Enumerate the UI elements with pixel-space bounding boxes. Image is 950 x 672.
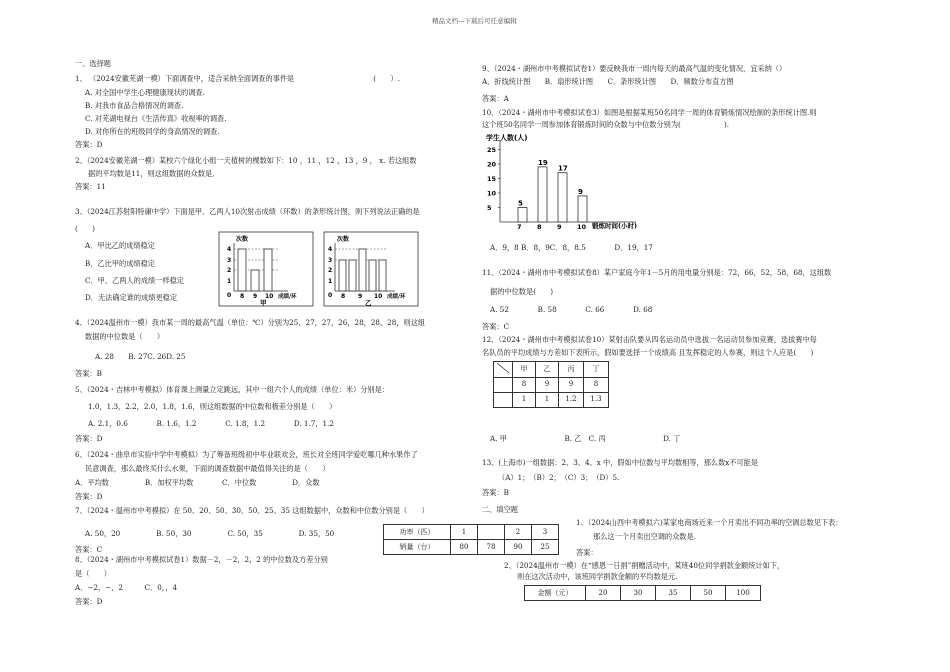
q10-chart-ytick: 25 — [487, 146, 497, 154]
table-cell: 78 — [478, 540, 505, 555]
table-cell: 9 — [559, 377, 584, 392]
table-row — [494, 377, 609, 392]
chart-yi-bar — [359, 249, 366, 291]
chart-yi — [323, 231, 419, 307]
q3-line1: 3、（2024江苏射阳特庸中学）下面是甲、乙两人10次射击成绩（环数）的条形统计图，则下列说法正确的是 — [75, 207, 420, 216]
table-cell: 20 — [586, 586, 621, 601]
q8-answer: 答案：D — [75, 597, 103, 606]
table-cell: 销量（台） — [384, 540, 451, 555]
q2-line1: 2、（2024安徽芜湖一模）某校六个绿化小组一天植树的棵数如下：10 ，11 ，12 ，13 ，9 ， x. 若这组数 — [75, 156, 417, 165]
chart-yi-ytick: 1 — [328, 278, 333, 285]
chart-yi-xtick: 9 — [358, 293, 363, 300]
q1-stem: 1、 （2024安徽芜湖一模）下面调查中，适合采纳全面调查的事件是 ( ）. — [75, 74, 400, 83]
q4-answer: 答案：B — [75, 369, 102, 378]
table-cell: 1.3 — [584, 392, 609, 407]
q8-line2: 是（ ） — [75, 569, 111, 578]
q10-chart-ytick: 20 — [487, 160, 497, 169]
table-cell: 8 — [513, 377, 536, 392]
f1-answer: 答案： — [576, 548, 598, 557]
chart-yi-ytick: 4 — [328, 246, 333, 253]
chart-yi-bar — [349, 260, 356, 291]
chart-jia-ytick: 0 — [227, 292, 232, 299]
chart-yi-bar — [339, 260, 346, 291]
chart-yi-ytick: 2 — [328, 267, 333, 274]
f2-table — [524, 585, 761, 601]
table-cell: 90 — [505, 540, 532, 555]
diagonal-icon — [497, 363, 509, 373]
q10-chart — [484, 131, 644, 231]
f1-line1: 1、（2024山西中考模拟六)某家电商场近来一个月卖出不同功率的空调总数见下表： — [576, 518, 843, 527]
q6-answer: 答案：D — [75, 492, 103, 501]
q1-opt-c: C. 对芜湖电视台《生活传真》收视率的调查. — [85, 114, 227, 123]
table-row — [494, 362, 609, 378]
table-cell: 8 — [584, 377, 609, 392]
q2-line2: 据的平均数是11，则这组数据的众数是． — [88, 169, 220, 178]
q1-opt-b: B. 对我市食品合格情况的调查. — [85, 101, 184, 110]
table-cell: 30 — [621, 586, 656, 601]
chart-jia-xtick: 8 — [240, 293, 245, 300]
table-cell: 9 — [536, 377, 559, 392]
q6-line2: 民意调查，那么最终买什么水果，下面的调查数据中最值得关注的是（ ） — [85, 464, 330, 473]
chart-yi-name: 乙 — [365, 299, 372, 307]
q9-line1: 9、（2024・湖州市中考模拟试卷1）要反映我市一周内每天的最高气温的变化情况，宜采纳（） — [482, 64, 787, 73]
q13-line1: 13、(上海市)一组数据：2、3、4、x 中，假如中位数与平均数相等，那么数x不可能是 — [482, 458, 759, 467]
table-cell: 50 — [691, 586, 726, 601]
q9-opts: A．折线统计图 B．扇形统计图 C．条形统计图 D．频数分布直方图 — [482, 77, 734, 86]
q10-chart-xtick: 7 — [517, 223, 522, 231]
q9-answer: 答案：A — [482, 94, 509, 103]
chart-yi-ytick: 0 — [328, 292, 333, 299]
chart-jia-ytick: 4 — [227, 246, 232, 253]
q5-line1: 5、（2024・吉林中考模拟）体育课上测量立定跳远，其中一组六个人的成绩（单位：米）分别是： — [75, 385, 389, 394]
q12-table — [493, 361, 609, 408]
section-title-fill: 二、填空题 — [482, 505, 518, 514]
chart-yi-xlabel: 成绩/环 — [387, 294, 406, 300]
page-header: 精品文档---下载后可任意编辑 — [432, 17, 517, 25]
table-cell: 3 — [532, 525, 559, 540]
chart-jia-ylabel: 次数 — [236, 236, 249, 243]
table-row — [384, 525, 559, 540]
table-row — [494, 392, 609, 407]
table-cell — [494, 377, 513, 392]
chart-jia-bar — [238, 249, 246, 291]
chart-jia-ytick: 1 — [227, 278, 232, 285]
chart-yi-bar — [379, 260, 386, 291]
q3-opt-b: B．乙比甲的成绩稳定 — [85, 259, 155, 268]
table-cell: 35 — [656, 586, 691, 601]
q10-chart-xtick: 9 — [557, 223, 562, 231]
chart-jia-xtick: 9 — [253, 293, 258, 300]
table-cell — [494, 392, 513, 407]
table-row — [525, 586, 761, 601]
f2-line2: 则在这次活动中，该班同学捐款金额的平均数是元. — [517, 572, 678, 581]
q12-line2: 名队员的平均成绩与方差如下表所示，假如要选择一个成绩高 且发挥稳定的人参赛，则这个人应是( ) — [482, 348, 814, 357]
q10-line1: 10、（2024・湖州市中考模拟试卷3）如图是根据某班50名同学一周的体育锻炼情况绘制的条形统计图.则 — [482, 108, 817, 117]
q11-opts: A. 52 B. 58 C. 66 D. 68 — [490, 305, 653, 314]
q10-chart-data-label: 19 — [538, 158, 548, 167]
q13-opts: （A）1； （B）2； （C）3； （D）5. — [498, 473, 620, 482]
chart-jia-xlabel: 成绩/环 — [278, 294, 297, 300]
q8-line1: 8、（2024・湖州市中考模拟试卷1）数据－2，－2，2，2 的中位数及方差分别 — [75, 555, 328, 564]
q10-chart-data-label: 17 — [558, 164, 568, 173]
q4-line2: 数据的中位数是（ ） — [85, 332, 165, 341]
q8-opts: A．−2，−，2 C．0，，4 — [75, 583, 178, 592]
q2-answer: 答案：11 — [75, 182, 106, 191]
q11-line1: 11、（2024・湖州市中考模拟试卷8）某户家庭今年1－5月的用电量分别是：72，66，52，58，68，这组数 — [482, 268, 832, 277]
table-cell: 1 — [513, 392, 536, 407]
q1-opt-a: A. 对全国中学生心理健康现状的调查. — [85, 88, 205, 97]
f1-table — [383, 524, 559, 555]
chart-yi-xtick: 8 — [341, 293, 346, 300]
chart-jia-ytick: 3 — [227, 257, 232, 264]
q3-opt-a: A．甲比乙的成绩稳定 — [85, 241, 155, 250]
q10-chart-xlabel: 锻炼时间(小时) — [592, 222, 637, 230]
q1-answer: 答案：D — [75, 140, 103, 149]
chart-yi-ylabel: 次数 — [337, 236, 350, 243]
q5-answer: 答案：D — [75, 434, 103, 443]
q5-opts: A. 2.1，0.6 B. 1.6，1.2 C. 1.8，1.2 D. 1.7，1.2 — [88, 419, 334, 428]
q10-chart-ytick: 5 — [487, 204, 492, 212]
chart-jia — [218, 231, 314, 307]
q7-line1: 7、（2024・温州市中考模拟）在 50、20、50、30、50、25、35 这组数据中，众数和中位数分别是（ ） — [75, 506, 429, 515]
q4-line1: 4、（2024温州市一模）我市某一周的最高气温（单位：℃）分别为25，27，27，26，28，28，28，则这组 — [75, 318, 426, 327]
q10-chart-bar — [558, 173, 567, 222]
chart-jia-bar — [251, 270, 259, 291]
q3-line2: ( ) — [75, 224, 95, 233]
q10-chart-data-label: 9 — [578, 187, 583, 196]
table-cell: 功率（匹） — [384, 525, 451, 540]
q10-chart-ytick: 10 — [487, 189, 497, 198]
table-cell: 2 — [505, 525, 532, 540]
q10-chart-xtick: 8 — [537, 223, 542, 231]
q10-chart-ytick: 15 — [487, 175, 497, 183]
q10-chart-bar — [578, 196, 587, 222]
q3-opt-c: C．甲、乙两人的成绩一样稳定 — [85, 276, 184, 285]
q11-answer: 答案：C — [482, 322, 510, 331]
q11-line2: 据的中位数是( ) — [490, 287, 554, 296]
q12-line1: 12、（2024・湖州市中考模拟试卷10）某射击队要从四名运动员中选拔一名运动员参加竞赛，选拔赛中每 — [482, 335, 817, 344]
chart-jia-ytick: 2 — [227, 267, 232, 274]
chart-yi-bar — [369, 260, 376, 291]
table-cell: 甲 — [513, 362, 536, 378]
q7-answer: 答案：C — [75, 545, 103, 554]
table-cell: 1 — [451, 525, 478, 540]
table-cell: 1.2 — [559, 392, 584, 407]
q10-opts: A．9，8 B．8，9C．8，8.5 D．19，17 — [490, 243, 653, 252]
table-cell — [494, 362, 513, 378]
q5-line2: 1.0，1.3，2.2，2.0，1.8，1.6，则这组数据的中位数和极差分别是（ ） — [88, 402, 337, 411]
q3-opt-d: D．无法确定谁的成绩更稳定 — [85, 293, 178, 302]
chart-jia-name: 甲 — [260, 299, 267, 307]
q10-chart-ylabel: 学生人数(人) — [486, 134, 528, 142]
q1-opt-d: D. 对你所在的班级同学的身高情况的调查. — [85, 127, 220, 136]
table-cell: 金额（元） — [525, 586, 586, 601]
table-cell: 100 — [726, 586, 761, 601]
q6-opts: A．平均数 B．加权平均数 C．中位数 D．众数 — [75, 478, 320, 487]
table-cell: 25 — [532, 540, 559, 555]
f2-line1: 2、（2024温州市一模）在“感恩一日捐”捐赠活动中，某班40位同学捐款金额统计如下， — [504, 561, 785, 570]
chart-jia-xtick: 10 — [265, 293, 274, 300]
q6-line1: 6、（2024・曲阜市实验中学中考模拟）为了筹备班级初中毕业联欢会，班长对全班同学爱吃哪几种水果作了 — [75, 450, 418, 459]
q13-answer: 答案：B — [482, 488, 509, 497]
chart-jia-bar — [264, 249, 272, 291]
chart-yi-ytick: 3 — [328, 257, 333, 264]
q7-opts: A. 50，20 B. 50，30 C. 50，35 D. 35，50 — [85, 529, 335, 538]
table-cell: 80 — [451, 540, 478, 555]
table-row — [384, 540, 559, 555]
q10-chart-xtick: 10 — [577, 223, 587, 231]
q12-opts: A. 甲 B. 乙 C. 丙 D. 丁 — [490, 434, 681, 443]
table-cell — [478, 525, 505, 540]
q10-chart-data-label: 5 — [518, 199, 523, 208]
chart-yi-xtick: 10 — [374, 293, 383, 300]
table-cell: 1 — [536, 392, 559, 407]
q10-chart-bar — [518, 208, 527, 223]
table-cell: 丁 — [584, 362, 609, 378]
f1-line2: 那么这一个月卖出空调的众数是. — [593, 532, 696, 541]
table-cell: 乙 — [536, 362, 559, 378]
q4-opts: A. 28 B. 27C. 26D. 25 — [95, 352, 186, 361]
table-cell: 丙 — [559, 362, 584, 378]
q10-line2: 这个班50名同学一周参加体育锻炼时间的众数与中位数分别为( ). — [482, 120, 730, 129]
q10-chart-bar — [538, 167, 547, 222]
section-title-choice: 一、选择题 — [75, 59, 111, 68]
